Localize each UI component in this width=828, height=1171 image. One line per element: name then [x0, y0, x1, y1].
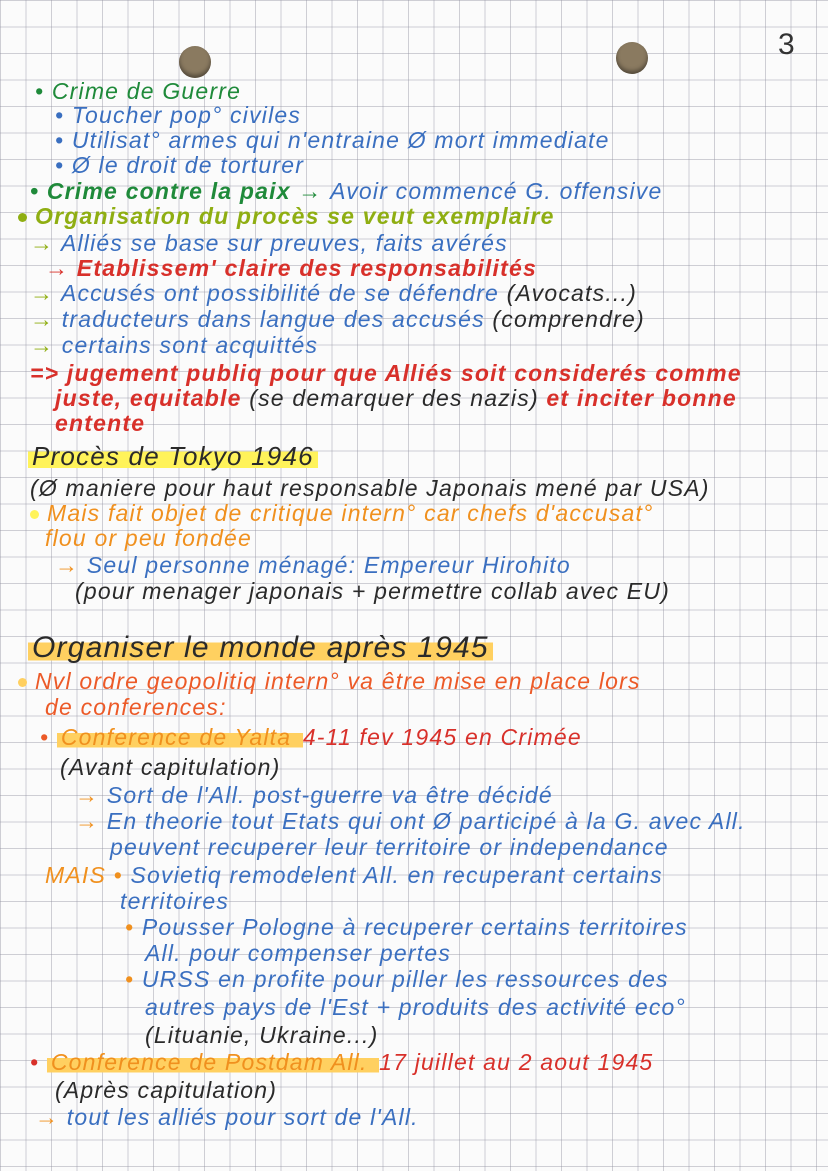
note-line: [110, 834, 669, 860]
note-text: Sovietiq remodelent All. en recuperant certains: [130, 862, 663, 888]
note-line: [75, 578, 670, 604]
note-line: [35, 78, 241, 104]
note-text: tout les alliés pour sort de l'All.: [66, 1104, 419, 1130]
note-text: peuvent recuperer leur territoire or independance: [110, 834, 669, 860]
note-text: de conferences:: [45, 694, 227, 720]
note-text: • Toucher pop° civiles: [55, 102, 302, 128]
note-text: certains sont acquittés: [61, 332, 319, 358]
note-text: Pousser Pologne à recuperer certains territoires: [141, 914, 688, 940]
note-text: →: [30, 332, 62, 358]
note-text: •: [40, 724, 57, 750]
binder-hole-left: [179, 46, 211, 78]
highlighted-heading-text: Procès de Tokyo 1946: [28, 441, 318, 471]
highlighted-heading-text: Organiser le monde après 1945: [28, 631, 493, 664]
note-text: Avoir commencé G. offensive: [330, 178, 663, 204]
note-text: => jugement publiq pour que Alliés soit considerés comme: [30, 360, 742, 386]
note-text: → Etablissem' claire des responsabilités: [45, 255, 537, 281]
note-line: [30, 280, 637, 306]
note-text: URSS en profite pour piller les ressources des: [141, 966, 669, 992]
note-line: [145, 940, 451, 966]
note-text: Nvl ordre geopolitiq intern° va être mise en place lors: [35, 668, 641, 694]
note-line: [30, 178, 662, 204]
note-text: territoires: [120, 888, 230, 914]
note-line: [18, 203, 555, 229]
note-line: [30, 332, 318, 358]
note-text: • Crime de Guerre: [35, 78, 242, 104]
highlighted-heading-text: Conference de Postdam All.: [47, 1049, 379, 1075]
note-line: [55, 410, 145, 436]
note-line: [35, 1104, 419, 1130]
note-text: (comprendre): [492, 306, 645, 332]
note-line: [45, 694, 227, 720]
highlight-bullet-icon: [18, 213, 27, 222]
note-text: • Crime contre la paix →: [30, 178, 331, 204]
note-text: →: [75, 808, 107, 834]
note-text: juste, equitable: [55, 385, 250, 411]
note-text: (se demarquer des nazis): [249, 385, 547, 411]
note-text: →: [30, 280, 61, 306]
note-line: [30, 1049, 653, 1075]
note-text: Accusés ont possibilité de se défendre: [60, 280, 507, 306]
note-text: traducteurs dans langue des accusés: [61, 306, 493, 332]
note-line: [60, 754, 280, 780]
note-text: (Ø maniere pour haut responsable Japonais mené par USA): [30, 475, 710, 501]
highlight-bullet-icon: [18, 678, 27, 687]
note-text: 4-11 fev 1945 en Crimée: [302, 724, 582, 750]
note-line: [75, 782, 553, 808]
note-line: [55, 552, 571, 578]
note-text: •: [30, 1049, 47, 1075]
note-text: (Lituanie, Ukraine...): [145, 1022, 379, 1048]
note-line: [30, 500, 653, 526]
note-line: [30, 230, 508, 256]
note-line: [55, 152, 304, 178]
note-text: En theorie tout Etats qui ont Ø participé à la G. avec All.: [106, 808, 746, 834]
note-text: →: [75, 782, 107, 808]
note-text: Sort de l'All. post-guerre va être décidé: [106, 782, 553, 808]
note-line: [28, 443, 318, 469]
note-line: [30, 306, 645, 332]
note-text: (Avant capitulation): [60, 754, 281, 780]
note-text: →: [30, 306, 62, 332]
note-text: Seul personne ménagé: Empereur Hirohito: [86, 552, 571, 578]
note-line: [30, 475, 710, 501]
note-text: • Utilisat° armes qui n'entraine Ø mort immediate: [55, 127, 610, 153]
note-text: •: [125, 914, 142, 940]
note-text: (pour menager japonais + permettre collab avec EU): [75, 578, 671, 604]
binder-hole-right: [616, 42, 648, 74]
note-line: [75, 808, 746, 834]
note-line: [55, 127, 610, 153]
note-line: [40, 724, 582, 750]
note-line: [18, 668, 641, 694]
note-text: →: [55, 552, 87, 578]
note-text: autres pays de l'Est + produits des activité eco°: [145, 994, 686, 1020]
note-text: All. pour compenser pertes: [145, 940, 452, 966]
note-line: [125, 914, 688, 940]
note-text: →: [30, 230, 61, 256]
note-text: →: [35, 1104, 67, 1130]
note-line: [55, 102, 301, 128]
note-text: •: [125, 966, 142, 992]
note-line: [45, 255, 537, 281]
note-text: 17 juillet au 2 aout 1945: [379, 1049, 654, 1075]
note-line: [45, 862, 663, 888]
note-text: flou or peu fondée: [45, 525, 253, 551]
note-line: [55, 385, 737, 411]
note-text: (Avocats...): [506, 280, 637, 306]
note-line: [125, 966, 669, 992]
highlight-bullet-icon: [30, 510, 39, 519]
note-text: Organisation du procès se veut exemplaire: [35, 203, 555, 229]
note-line: [145, 1022, 379, 1048]
page-number: 3: [778, 28, 795, 61]
note-line: [145, 994, 686, 1020]
note-line: [55, 1077, 277, 1103]
note-text: (Après capitulation): [55, 1077, 278, 1103]
note-text: Alliés se base sur preuves, faits avérés: [60, 230, 508, 256]
note-text: entente: [55, 410, 146, 436]
note-line: [30, 360, 742, 386]
highlighted-heading-text: Conference de Yalta: [57, 724, 303, 750]
note-text: • Ø le droit de torturer: [55, 152, 305, 178]
note-line: [120, 888, 229, 914]
note-line: [28, 631, 493, 664]
note-line: [45, 525, 252, 551]
note-text: Mais fait objet de critique intern° car chefs d'accusat°: [47, 500, 654, 526]
note-text: et inciter bonne: [546, 385, 737, 411]
note-text: MAIS •: [45, 862, 131, 888]
